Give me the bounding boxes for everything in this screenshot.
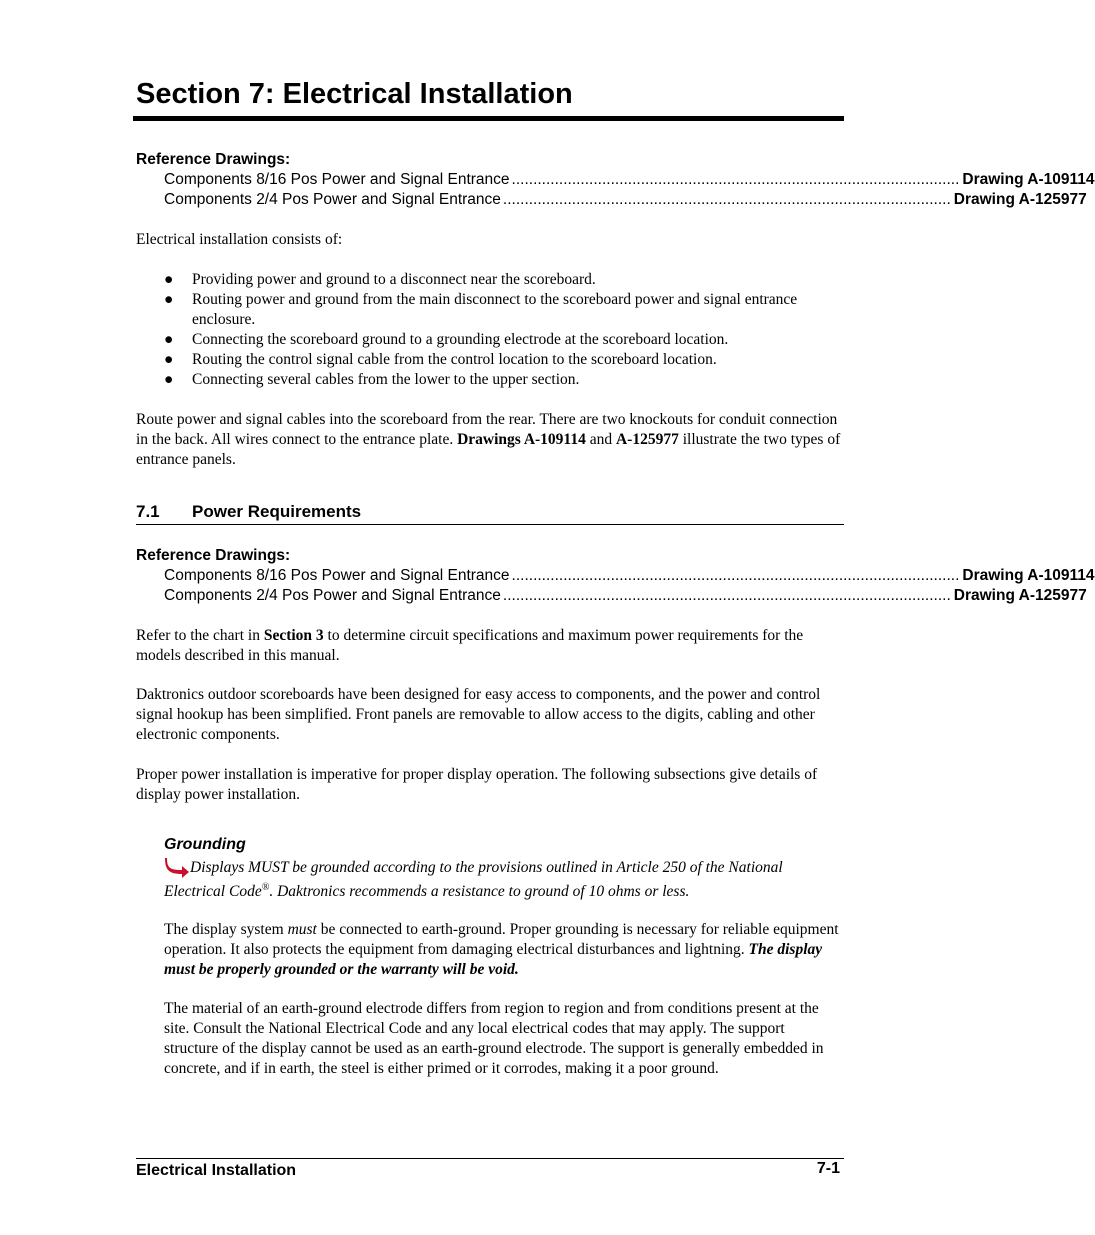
dot-leader: ........................................................................................................ [502, 191, 951, 208]
note-arrow-icon [164, 856, 190, 878]
grounding-paragraph-2: The material of an earth-ground electrode differs from region to region and from conditions present at the site. Consult the National Electrical Code and any local electrical codes that may apply. The support structure of the display cannot be used as an earth-ground electrode. The support is generally embedded in concrete, and if in earth, the steel is either primed or it corrodes, making it a poor ground. [164, 1000, 824, 1077]
intro-paragraph: Electrical installation consists of: [136, 231, 343, 248]
grounding-heading: Grounding [164, 836, 246, 853]
refer-paragraph: Refer to the chart in Section 3 to determine circuit specifications and maximum power requirements for the models described in this manual. [136, 627, 804, 664]
list-item: ● Providing power and ground to a disconnect near the scoreboard. [164, 271, 596, 288]
list-item: ● Connecting several cables from the lower to the upper section. [164, 371, 580, 388]
dot-leader: ........................................................................................................ [502, 587, 951, 604]
proper-installation-paragraph: Proper power installation is imperative for proper display operation. The following subsections give details of display power installation. [136, 766, 818, 803]
reference-drawing-link[interactable]: Drawing A-109114 [962, 567, 1095, 584]
bullet-icon: ● [164, 271, 174, 288]
warranty-warning: The display must be properly grounded or the warranty will be void. [164, 941, 823, 978]
reference-drawing-link[interactable]: Drawing A-109114 [962, 171, 1095, 188]
reference-drawings-2 [136, 546, 1095, 606]
list-item: ● Routing the control signal cable from the control location to the scoreboard location. [164, 351, 717, 368]
dot-leader: ........................................................................................................ [511, 171, 960, 188]
reference-row [164, 170, 1095, 190]
daktronics-paragraph: Daktronics outdoor scoreboards have been designed for easy access to components, and the power and control signal hookup has been simplified. Front panels are removable to allow access to the digits, cabling and other electronic components. [136, 686, 821, 743]
reference-label: Components 2/4 Pos Power and Signal Entrance [164, 587, 501, 604]
reference-drawing-link[interactable]: Drawing A-125977 [953, 587, 1087, 604]
reference-drawings-label: Reference Drawings: [136, 547, 291, 564]
footer-rule [136, 1158, 844, 1159]
dot-leader: ........................................................................................................ [511, 567, 960, 584]
reference-drawings-1 [136, 150, 1095, 210]
footer-chapter-title: Electrical Installation [136, 1162, 297, 1179]
title-rule [133, 116, 844, 121]
reference-row [164, 586, 1087, 606]
list-item: ● Connecting the scoreboard ground to a grounding electrode at the scoreboard location. [164, 331, 729, 348]
footer-page-number: 7-1 [816, 1160, 840, 1177]
section-heading [136, 502, 844, 525]
installation-steps-list [136, 270, 842, 390]
bullet-icon: ● [164, 371, 174, 388]
section-number: 7.1 [136, 502, 160, 521]
reference-row [164, 566, 1095, 586]
reference-row [164, 190, 1087, 210]
grounding-note: Displays MUST be grounded according to the provisions outlined in Article 250 of the National Electrical Code®. Daktronics recommends a resistance to ground of 10 ohms or less. [164, 858, 844, 902]
bullet-icon: ● [164, 331, 174, 348]
section-title: Power Requirements [192, 502, 362, 521]
grounding-paragraph-1: The display system must be connected to earth-ground. Proper grounding is necessary for reliable equipment operation. It also protects the equipment from damaging electrical disturbances and lightning. The display must be properly grounded or the warranty will be void. [164, 921, 839, 978]
bullet-icon: ● [164, 351, 174, 368]
section-ref: Section 3 [263, 627, 324, 644]
reference-drawing-link[interactable]: Drawing A-125977 [953, 191, 1087, 208]
list-item: ● Routing power and ground from the main disconnect to the scoreboard power and signal entrance enclosure. [164, 291, 798, 328]
route-paragraph: Route power and signal cables into the scoreboard from the rear. There are two knockouts for conduit connection in the back. All wires connect to the entrance plate. Drawings A-109114 and A-125977 illustrate the two types of entrance panels. [136, 411, 841, 468]
page-title: Section 7: Electrical Installation [136, 78, 573, 110]
reference-label: Components 2/4 Pos Power and Signal Entrance [164, 191, 501, 208]
drawing-ref: Drawings A-109114 [457, 431, 586, 448]
reference-label: Components 8/16 Pos Power and Signal Entrance [164, 567, 510, 584]
reference-label: Components 8/16 Pos Power and Signal Entrance [164, 171, 510, 188]
drawing-ref: A-125977 [615, 431, 679, 448]
reference-drawings-label: Reference Drawings: [136, 151, 291, 168]
bullet-icon: ● [164, 291, 174, 308]
